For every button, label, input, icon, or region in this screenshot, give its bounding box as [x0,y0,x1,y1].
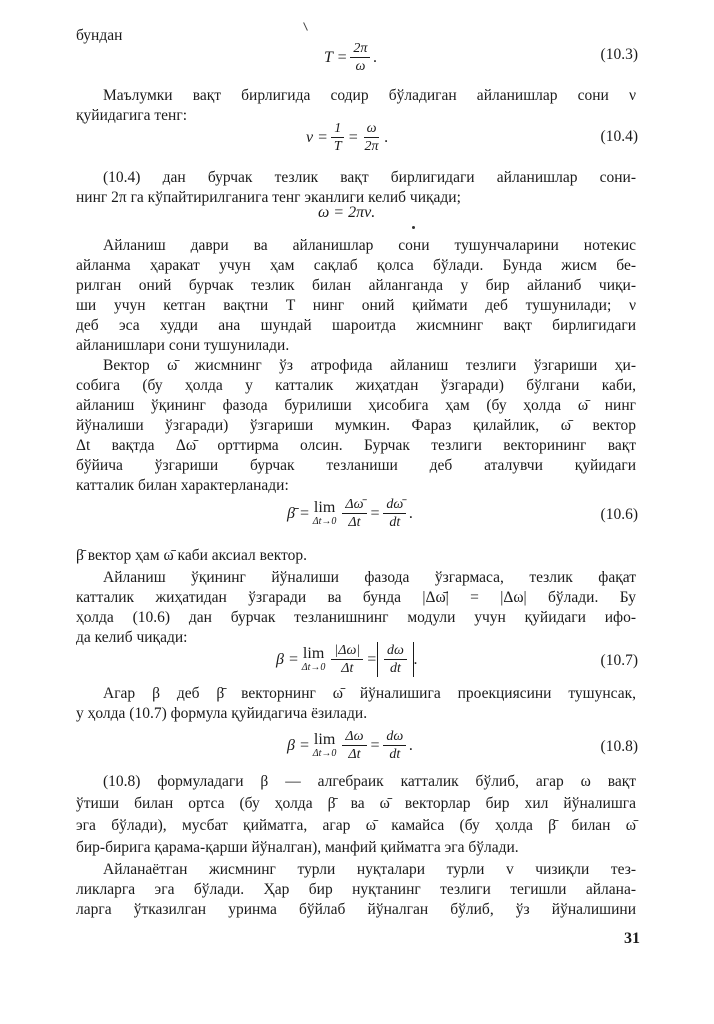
text-line: ўтиши билан ортса (бу ҳолда β̄ ва ω̄ векторлар бир хил йўналишга [76,795,636,812]
text-line: ши учун кетган вақтни T нинг оний қиймати деб тушунилади; ν [76,297,636,314]
eq8-fraction-1 [342,728,366,763]
eq8-fraction-2 [383,728,406,763]
text-line: Δt вақтда Δω̄ орттирма олсин. Бурчак тезлиги векторининг вақт [76,437,636,454]
text-line: ликларга эга бўлади. Ҳар бир нуқтанинг тезлиги тегишли айлана- [76,881,636,898]
eq3-fraction [350,40,370,75]
text-line: Маълумки вақт бирлигида содир бўладиган айланишлар сони ν [103,87,636,104]
eq3-lhs: T = [324,48,348,66]
text-line: Агар β деб β̄ векторнинг ω̄ йўналишига проекциясини тушунсак, [103,685,636,702]
eq7-lhs: β = [276,650,299,668]
eq8-den2: dt [389,747,401,762]
equation-10-6 [287,496,413,531]
text-line: Айланаётган жисмнинг турли нуқталари турли v чизиқли тез- [103,861,636,878]
text-line: да келиб чиқади: [76,629,188,646]
eq7-num1: |Δω| [331,642,363,660]
text-line: (10.4) дан бурчак тезлик вақт бирлигидаги айланишлар сони- [103,169,636,186]
eq6-lhs: β̄ = [287,504,310,522]
eq7-lim-sub: Δt→0 [301,662,326,673]
stray-dot [412,226,415,229]
eq6-num1: Δω̄ [342,496,366,514]
equation-number-10-6: (10.6) [600,506,638,523]
eq6-den2: dt [389,515,401,530]
eq4-den2: 2π [364,139,379,154]
equation-10-8 [287,728,413,763]
eq4-num1: 1 [331,120,344,138]
equation-number-10-3: (10.3) [600,46,638,63]
text-line: собига (бу ҳолда у катталик жиҳатдан ўзгаради) бўлгани каби, [76,377,636,394]
eq7-limit [302,645,326,674]
eq8-limit [313,731,337,760]
eq6-tail: . [409,504,414,522]
eq8-equals: = [369,736,381,754]
eq4-lhs: ν = [306,128,328,146]
text-line: эга бўлади), мусбат қийматга, агар ω̄ камайса (бу ҳолда β̄ билан ω̄ [76,817,636,834]
text-line: у ҳолда (10.7) формула қуйидагича ёзилади. [76,705,368,722]
eq6-num2: dω̄ [383,496,406,514]
eq7-den1: Δt [341,661,354,676]
eq6-limit [313,499,337,528]
text-line: йўналиши ўзгаради) ўзгариши мумкин. Фараз қилайлик, ω̄ вектор [76,417,636,434]
eq7-den2: dt [390,661,401,676]
text-line: Айланиш ўқининг йўналиши фазода ўзгармаса, тезлик фақат [103,569,636,586]
page-number: 31 [624,930,640,947]
text-line: деб эса худди ана шундай шароитда жисмнинг вақт бирлигидаги [76,317,636,334]
eq3-tail: . [373,48,378,66]
text-line: айланиш ўқининг фазода бурилиши ҳисобига ҳам (бу ҳолда ω̄ нинг [76,397,636,414]
text-line: рилган оний бурчак тезлик билан айланганда у бир айланиб чиқи- [76,277,636,294]
eq7-num2: dω [384,642,407,660]
eq8-num2: dω [383,728,406,746]
eq8-lim: lim [313,731,336,748]
eq6-fraction-2 [383,496,406,531]
eq6-fraction-1 [342,496,366,531]
equation-number-10-7: (10.7) [600,652,638,669]
eq4-tail: . [384,128,389,146]
eq8-den1: Δt [348,747,361,762]
text-line: ларга ўтказилган уринма бўйлаб йўналган бўлиб, ўз йўналишини [76,901,636,918]
text-line: катталик жиҳатидан ўзгаради ва бунда |Δω̄| = |Δω| бўлади. Бу [76,589,636,606]
equation-omega: ω = 2πν. [318,204,376,221]
text-line: β̄ вектор ҳам ω̄ каби аксиал вектор. [76,547,307,564]
eq4-equals: = [347,128,359,146]
eq7-equals: = [366,650,378,668]
eq8-num1: Δω [342,728,366,746]
eq8-tail: . [409,736,414,754]
text-line: катталик билан характерланади: [76,477,289,494]
text-line: бир-бирига қарама-қарши йўналган), манфий қийматга эга бўлади. [76,839,519,856]
top-word: бундан [76,27,123,44]
text-line: қуйидагига тенг: [76,107,188,124]
text-line: нинг 2π га кўпайтирилганига тенг эканлиги келиб чиқади; [76,189,461,206]
text-line: Вектор ω̄ жисмнинг ўз атрофида айланиш тезлиги ўзгариши ҳи- [103,357,636,374]
eq4-den1: T [333,139,342,154]
eq6-lim: lim [313,499,336,516]
eq8-lhs: β = [287,736,310,754]
text-line: айланма ҳаракат учун ҳам сақлаб қолса бўлади. Бунда жисм бе- [76,257,636,274]
equation-number-10-4: (10.4) [600,128,638,145]
eq3-num: 2π [350,40,370,58]
text-line: Айланиш даври ва айланишлар сони тушунчаларини нотекис [103,237,636,254]
eq7-lim: lim [302,645,325,662]
eq6-lim-sub: Δt→0 [312,516,337,527]
text-line: ҳолда (10.6) дан бурчак тезланишнинг модули учун қуйидаги ифо- [76,609,636,626]
eq8-lim-sub: Δt→0 [312,748,337,759]
eq7-tail: . [413,650,418,668]
eq6-den1: Δt [348,515,361,530]
eq3-den: ω [355,59,366,74]
text-line: (10.8) формуладаги β — алгебраик катталик бўлиб, агар ω вақт [103,773,636,790]
text-line: айланишлари сони тушунилади. [76,337,290,354]
equation-number-10-8: (10.8) [600,738,638,755]
text-line: бўйича ўзгариши бурчак тезланиши деб аталувчи қуйидаги [76,457,636,474]
eq4-num2: ω [364,120,380,138]
equation-10-3 [324,40,377,75]
eq6-equals: = [369,504,381,522]
